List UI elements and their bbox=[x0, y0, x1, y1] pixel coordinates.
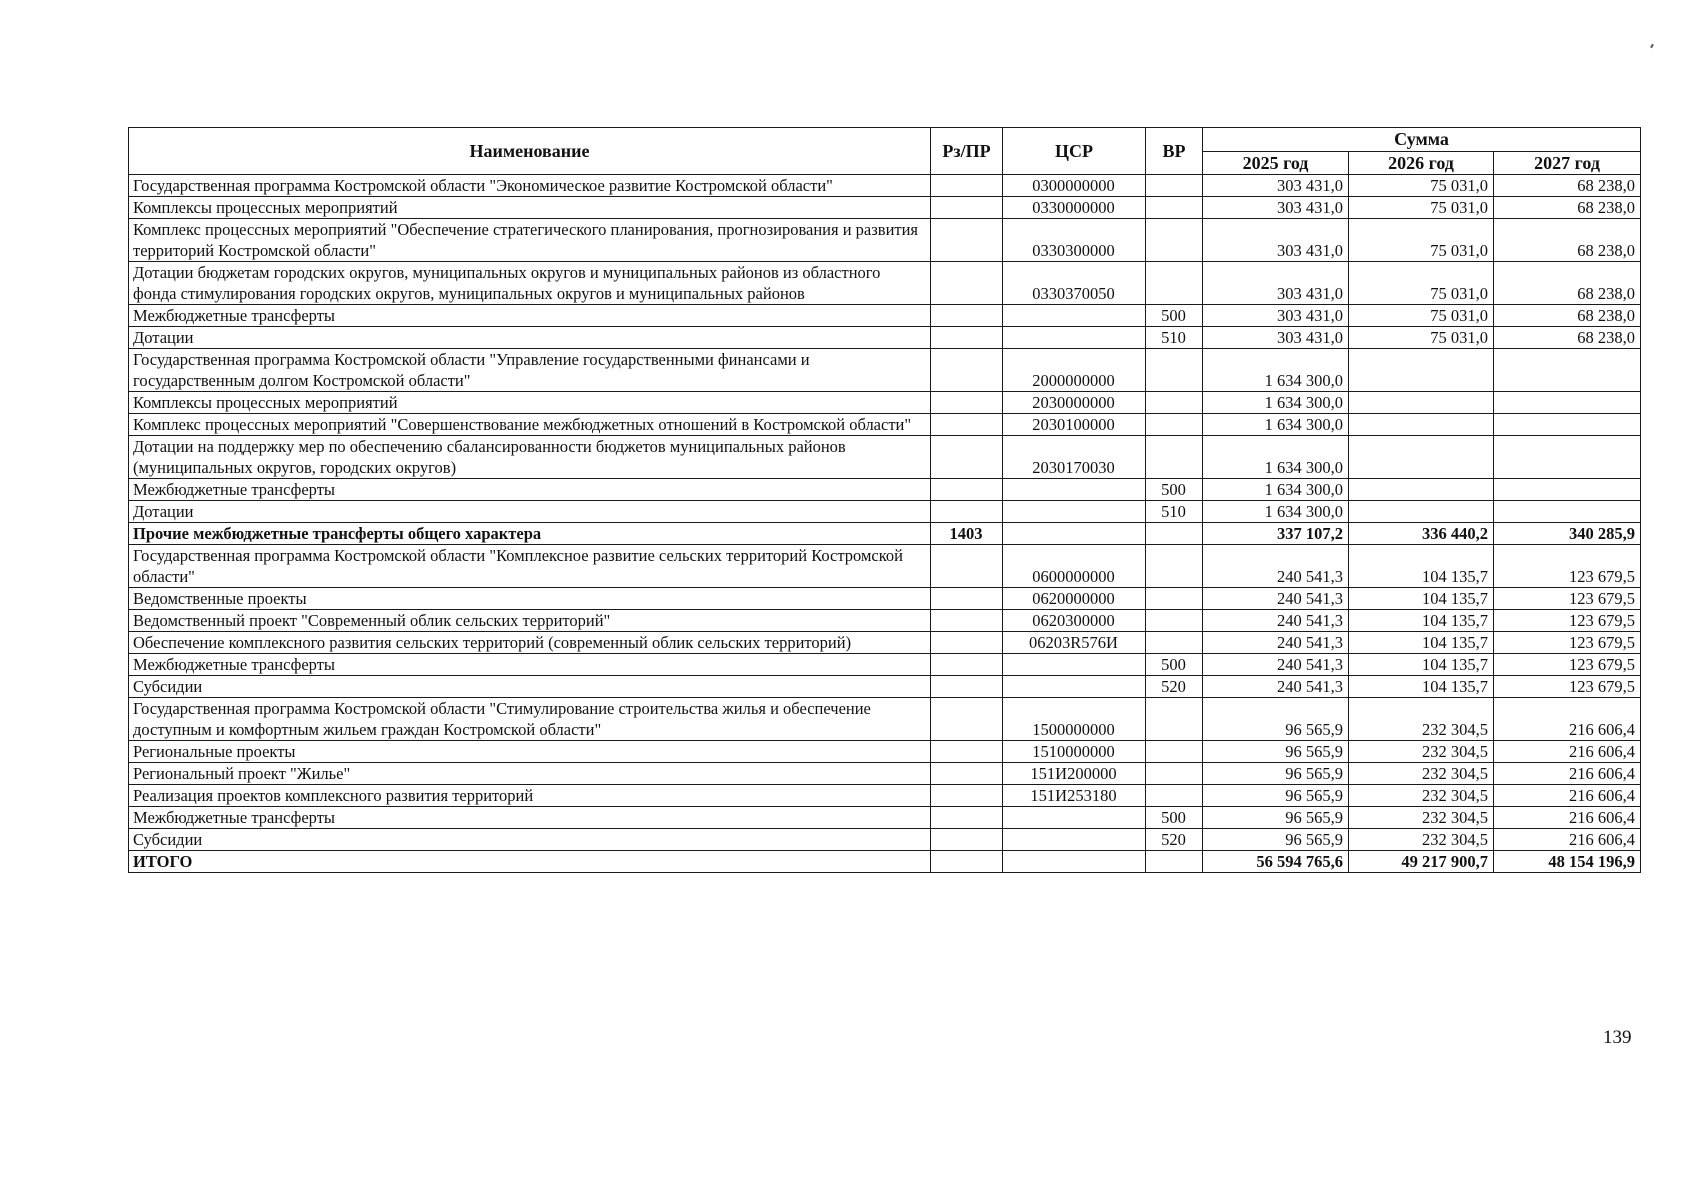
cell-2026: 104 135,7 bbox=[1349, 676, 1494, 698]
table-row bbox=[129, 610, 1641, 632]
cell-2027 bbox=[1494, 479, 1641, 501]
cell-vr bbox=[1146, 392, 1203, 414]
cell-csr: 0330000000 bbox=[1003, 197, 1146, 219]
table-row bbox=[129, 545, 1641, 588]
cell-2025: 303 431,0 bbox=[1203, 305, 1349, 327]
cell-name: Дотации бюджетам городских округов, муниципальных округов и муниципальных районов из областного фонда стимулирования городских округов, муниципальных округов и муниципальных районов bbox=[129, 262, 931, 305]
table-row bbox=[129, 197, 1641, 219]
table-row bbox=[129, 262, 1641, 305]
cell-2027: 216 606,4 bbox=[1494, 807, 1641, 829]
cell-2027: 68 238,0 bbox=[1494, 197, 1641, 219]
cell-csr bbox=[1003, 654, 1146, 676]
cell-2025: 96 565,9 bbox=[1203, 763, 1349, 785]
cell-2025: 1 634 300,0 bbox=[1203, 349, 1349, 392]
cell-csr: 06203R576И bbox=[1003, 632, 1146, 654]
cell-2025: 1 634 300,0 bbox=[1203, 392, 1349, 414]
cell-vr bbox=[1146, 545, 1203, 588]
cell-2025: 303 431,0 bbox=[1203, 262, 1349, 305]
cell-name: Реализация проектов комплексного развития территорий bbox=[129, 785, 931, 807]
cell-vr bbox=[1146, 436, 1203, 479]
cell-rzpr bbox=[931, 632, 1003, 654]
cell-name: Дотации bbox=[129, 327, 931, 349]
cell-rzpr bbox=[931, 676, 1003, 698]
cell-vr: 510 bbox=[1146, 501, 1203, 523]
cell-2027: 48 154 196,9 bbox=[1494, 851, 1641, 873]
cell-csr bbox=[1003, 676, 1146, 698]
cell-csr bbox=[1003, 523, 1146, 545]
cell-2026: 232 304,5 bbox=[1349, 807, 1494, 829]
cell-2027: 68 238,0 bbox=[1494, 305, 1641, 327]
cell-name: Обеспечение комплексного развития сельских территорий (современный облик сельских территорий) bbox=[129, 632, 931, 654]
cell-csr: 0620300000 bbox=[1003, 610, 1146, 632]
table-row bbox=[129, 523, 1641, 545]
cell-2026: 104 135,7 bbox=[1349, 545, 1494, 588]
cell-2025: 1 634 300,0 bbox=[1203, 479, 1349, 501]
header-rzpr: Рз/ПР bbox=[931, 128, 1003, 175]
cell-2027: 216 606,4 bbox=[1494, 829, 1641, 851]
table-row bbox=[129, 741, 1641, 763]
cell-2027: 123 679,5 bbox=[1494, 676, 1641, 698]
cell-csr bbox=[1003, 807, 1146, 829]
cell-rzpr bbox=[931, 829, 1003, 851]
table-row bbox=[129, 501, 1641, 523]
cell-2027: 216 606,4 bbox=[1494, 698, 1641, 741]
cell-2027: 68 238,0 bbox=[1494, 262, 1641, 305]
table-row bbox=[129, 632, 1641, 654]
cell-name: Ведомственные проекты bbox=[129, 588, 931, 610]
cell-2025: 96 565,9 bbox=[1203, 741, 1349, 763]
cell-vr bbox=[1146, 175, 1203, 197]
cell-name: Государственная программа Костромской области "Комплексное развитие сельских территорий Костромской области" bbox=[129, 545, 931, 588]
cell-2027: 123 679,5 bbox=[1494, 632, 1641, 654]
table-row bbox=[129, 436, 1641, 479]
cell-vr bbox=[1146, 610, 1203, 632]
cell-name: Межбюджетные трансферты bbox=[129, 479, 931, 501]
cell-name: Региональный проект "Жилье" bbox=[129, 763, 931, 785]
cell-2026: 104 135,7 bbox=[1349, 632, 1494, 654]
cell-2025: 240 541,3 bbox=[1203, 610, 1349, 632]
cell-rzpr bbox=[931, 436, 1003, 479]
cell-csr bbox=[1003, 327, 1146, 349]
table-row bbox=[129, 479, 1641, 501]
cell-vr bbox=[1146, 741, 1203, 763]
cell-name: Дотации на поддержку мер по обеспечению сбалансированности бюджетов муниципальных районов (муниципальных округов, городских округов) bbox=[129, 436, 931, 479]
cell-vr bbox=[1146, 785, 1203, 807]
cell-rzpr bbox=[931, 785, 1003, 807]
table-row bbox=[129, 414, 1641, 436]
cell-2026: 104 135,7 bbox=[1349, 654, 1494, 676]
cell-name: ИТОГО bbox=[129, 851, 931, 873]
cell-2025: 1 634 300,0 bbox=[1203, 501, 1349, 523]
cell-2026: 49 217 900,7 bbox=[1349, 851, 1494, 873]
cell-name: Региональные проекты bbox=[129, 741, 931, 763]
cell-vr bbox=[1146, 523, 1203, 545]
header-year-2025: 2025 год bbox=[1203, 152, 1349, 175]
cell-2026: 232 304,5 bbox=[1349, 741, 1494, 763]
cell-vr: 520 bbox=[1146, 829, 1203, 851]
header-name: Наименование bbox=[129, 128, 931, 175]
cell-rzpr bbox=[931, 654, 1003, 676]
cell-csr: 2000000000 bbox=[1003, 349, 1146, 392]
cell-rzpr bbox=[931, 698, 1003, 741]
cell-rzpr bbox=[931, 262, 1003, 305]
cell-2025: 56 594 765,6 bbox=[1203, 851, 1349, 873]
cell-rzpr bbox=[931, 851, 1003, 873]
cell-2025: 96 565,9 bbox=[1203, 698, 1349, 741]
cell-2025: 303 431,0 bbox=[1203, 327, 1349, 349]
table-row bbox=[129, 807, 1641, 829]
table-row bbox=[129, 676, 1641, 698]
cell-2025: 240 541,3 bbox=[1203, 676, 1349, 698]
cell-name: Межбюджетные трансферты bbox=[129, 654, 931, 676]
cell-csr: 0330370050 bbox=[1003, 262, 1146, 305]
cell-2025: 303 431,0 bbox=[1203, 197, 1349, 219]
cell-2026: 75 031,0 bbox=[1349, 305, 1494, 327]
cell-csr: 0620000000 bbox=[1003, 588, 1146, 610]
cell-csr: 151И253180 bbox=[1003, 785, 1146, 807]
cell-2027: 68 238,0 bbox=[1494, 175, 1641, 197]
cell-csr: 0600000000 bbox=[1003, 545, 1146, 588]
cell-2026 bbox=[1349, 501, 1494, 523]
cell-rzpr bbox=[931, 414, 1003, 436]
cell-2026 bbox=[1349, 349, 1494, 392]
cell-rzpr bbox=[931, 610, 1003, 632]
table-row bbox=[129, 219, 1641, 262]
scan-speck bbox=[1650, 44, 1654, 48]
cell-2027: 216 606,4 bbox=[1494, 763, 1641, 785]
cell-vr bbox=[1146, 588, 1203, 610]
cell-2025: 303 431,0 bbox=[1203, 175, 1349, 197]
table-row bbox=[129, 654, 1641, 676]
cell-name: Ведомственный проект "Современный облик сельских территорий" bbox=[129, 610, 931, 632]
cell-csr: 151И200000 bbox=[1003, 763, 1146, 785]
cell-vr: 510 bbox=[1146, 327, 1203, 349]
cell-name: Межбюджетные трансферты bbox=[129, 305, 931, 327]
cell-2026: 336 440,2 bbox=[1349, 523, 1494, 545]
cell-2027: 123 679,5 bbox=[1494, 654, 1641, 676]
table-row bbox=[129, 851, 1641, 873]
cell-2027: 123 679,5 bbox=[1494, 588, 1641, 610]
table-row bbox=[129, 349, 1641, 392]
cell-2026: 75 031,0 bbox=[1349, 175, 1494, 197]
table-header bbox=[129, 128, 1641, 175]
cell-rzpr bbox=[931, 807, 1003, 829]
cell-2026: 232 304,5 bbox=[1349, 698, 1494, 741]
cell-name: Межбюджетные трансферты bbox=[129, 807, 931, 829]
cell-rzpr bbox=[931, 479, 1003, 501]
cell-csr: 1510000000 bbox=[1003, 741, 1146, 763]
cell-rzpr bbox=[931, 392, 1003, 414]
cell-csr: 2030000000 bbox=[1003, 392, 1146, 414]
cell-2027 bbox=[1494, 436, 1641, 479]
page-number: 139 bbox=[1603, 1027, 1632, 1048]
header-year-2026: 2026 год bbox=[1349, 152, 1494, 175]
cell-name: Государственная программа Костромской области "Экономическое развитие Костромской области" bbox=[129, 175, 931, 197]
cell-vr bbox=[1146, 632, 1203, 654]
cell-rzpr bbox=[931, 741, 1003, 763]
cell-2025: 240 541,3 bbox=[1203, 654, 1349, 676]
cell-vr bbox=[1146, 414, 1203, 436]
cell-vr: 500 bbox=[1146, 807, 1203, 829]
cell-rzpr: 1403 bbox=[931, 523, 1003, 545]
cell-rzpr bbox=[931, 763, 1003, 785]
cell-2025: 303 431,0 bbox=[1203, 219, 1349, 262]
cell-2026 bbox=[1349, 414, 1494, 436]
cell-vr: 520 bbox=[1146, 676, 1203, 698]
cell-vr bbox=[1146, 219, 1203, 262]
cell-rzpr bbox=[931, 175, 1003, 197]
cell-2025: 337 107,2 bbox=[1203, 523, 1349, 545]
cell-vr bbox=[1146, 262, 1203, 305]
cell-name: Комплексы процессных мероприятий bbox=[129, 197, 931, 219]
cell-2027: 216 606,4 bbox=[1494, 785, 1641, 807]
cell-name: Государственная программа Костромской области "Стимулирование строительства жилья и обеспечение доступным и комфортным жильем граждан Костромской области" bbox=[129, 698, 931, 741]
cell-rzpr bbox=[931, 501, 1003, 523]
cell-2027 bbox=[1494, 392, 1641, 414]
cell-name: Комплекс процессных мероприятий "Обеспечение стратегического планирования, прогнозирования и развития территорий Костромской области" bbox=[129, 219, 931, 262]
cell-csr bbox=[1003, 851, 1146, 873]
cell-vr bbox=[1146, 851, 1203, 873]
cell-csr bbox=[1003, 829, 1146, 851]
cell-csr bbox=[1003, 501, 1146, 523]
cell-rzpr bbox=[931, 588, 1003, 610]
cell-csr: 0330300000 bbox=[1003, 219, 1146, 262]
cell-name: Прочие межбюджетные трансферты общего характера bbox=[129, 523, 931, 545]
cell-csr: 2030170030 bbox=[1003, 436, 1146, 479]
cell-2026: 75 031,0 bbox=[1349, 327, 1494, 349]
cell-2025: 1 634 300,0 bbox=[1203, 414, 1349, 436]
table-row bbox=[129, 175, 1641, 197]
table-body bbox=[129, 175, 1641, 873]
cell-2027 bbox=[1494, 349, 1641, 392]
table-row bbox=[129, 588, 1641, 610]
cell-2026: 75 031,0 bbox=[1349, 219, 1494, 262]
cell-2027: 123 679,5 bbox=[1494, 610, 1641, 632]
cell-vr: 500 bbox=[1146, 305, 1203, 327]
cell-2026: 232 304,5 bbox=[1349, 785, 1494, 807]
cell-2026: 232 304,5 bbox=[1349, 829, 1494, 851]
cell-csr bbox=[1003, 305, 1146, 327]
cell-csr: 2030100000 bbox=[1003, 414, 1146, 436]
cell-rzpr bbox=[931, 197, 1003, 219]
cell-2026: 75 031,0 bbox=[1349, 262, 1494, 305]
header-csr: ЦСР bbox=[1003, 128, 1146, 175]
cell-name: Субсидии bbox=[129, 676, 931, 698]
cell-vr bbox=[1146, 763, 1203, 785]
cell-vr bbox=[1146, 197, 1203, 219]
cell-2025: 96 565,9 bbox=[1203, 829, 1349, 851]
cell-rzpr bbox=[931, 545, 1003, 588]
table-row bbox=[129, 785, 1641, 807]
cell-2027: 68 238,0 bbox=[1494, 327, 1641, 349]
cell-vr bbox=[1146, 349, 1203, 392]
cell-vr: 500 bbox=[1146, 479, 1203, 501]
cell-rzpr bbox=[931, 305, 1003, 327]
cell-2027: 340 285,9 bbox=[1494, 523, 1641, 545]
table-row bbox=[129, 698, 1641, 741]
table-row bbox=[129, 829, 1641, 851]
cell-name: Государственная программа Костромской области "Управление государственными финансами и государственным долгом Костромской области" bbox=[129, 349, 931, 392]
cell-2027 bbox=[1494, 414, 1641, 436]
header-vr: ВР bbox=[1146, 128, 1203, 175]
cell-2025: 96 565,9 bbox=[1203, 785, 1349, 807]
table-row bbox=[129, 392, 1641, 414]
cell-csr: 1500000000 bbox=[1003, 698, 1146, 741]
cell-2025: 240 541,3 bbox=[1203, 588, 1349, 610]
cell-name: Субсидии bbox=[129, 829, 931, 851]
cell-name: Дотации bbox=[129, 501, 931, 523]
cell-2026: 104 135,7 bbox=[1349, 610, 1494, 632]
cell-2027: 123 679,5 bbox=[1494, 545, 1641, 588]
cell-2026: 232 304,5 bbox=[1349, 763, 1494, 785]
cell-2027: 216 606,4 bbox=[1494, 741, 1641, 763]
budget-table bbox=[128, 127, 1641, 873]
header-year-2027: 2027 год bbox=[1494, 152, 1641, 175]
table-row bbox=[129, 305, 1641, 327]
header-sum: Сумма bbox=[1203, 128, 1641, 152]
cell-2025: 1 634 300,0 bbox=[1203, 436, 1349, 479]
cell-name: Комплекс процессных мероприятий "Совершенствование межбюджетных отношений в Костромской области" bbox=[129, 414, 931, 436]
cell-2026 bbox=[1349, 479, 1494, 501]
table-row bbox=[129, 327, 1641, 349]
table-row bbox=[129, 763, 1641, 785]
cell-vr bbox=[1146, 698, 1203, 741]
cell-name: Комплексы процессных мероприятий bbox=[129, 392, 931, 414]
cell-2025: 96 565,9 bbox=[1203, 807, 1349, 829]
cell-vr: 500 bbox=[1146, 654, 1203, 676]
cell-2027 bbox=[1494, 501, 1641, 523]
cell-csr: 0300000000 bbox=[1003, 175, 1146, 197]
cell-csr bbox=[1003, 479, 1146, 501]
cell-rzpr bbox=[931, 349, 1003, 392]
cell-2025: 240 541,3 bbox=[1203, 632, 1349, 654]
cell-rzpr bbox=[931, 327, 1003, 349]
cell-2026: 104 135,7 bbox=[1349, 588, 1494, 610]
cell-2026 bbox=[1349, 392, 1494, 414]
cell-2025: 240 541,3 bbox=[1203, 545, 1349, 588]
cell-2026: 75 031,0 bbox=[1349, 197, 1494, 219]
cell-2026 bbox=[1349, 436, 1494, 479]
cell-2027: 68 238,0 bbox=[1494, 219, 1641, 262]
cell-rzpr bbox=[931, 219, 1003, 262]
